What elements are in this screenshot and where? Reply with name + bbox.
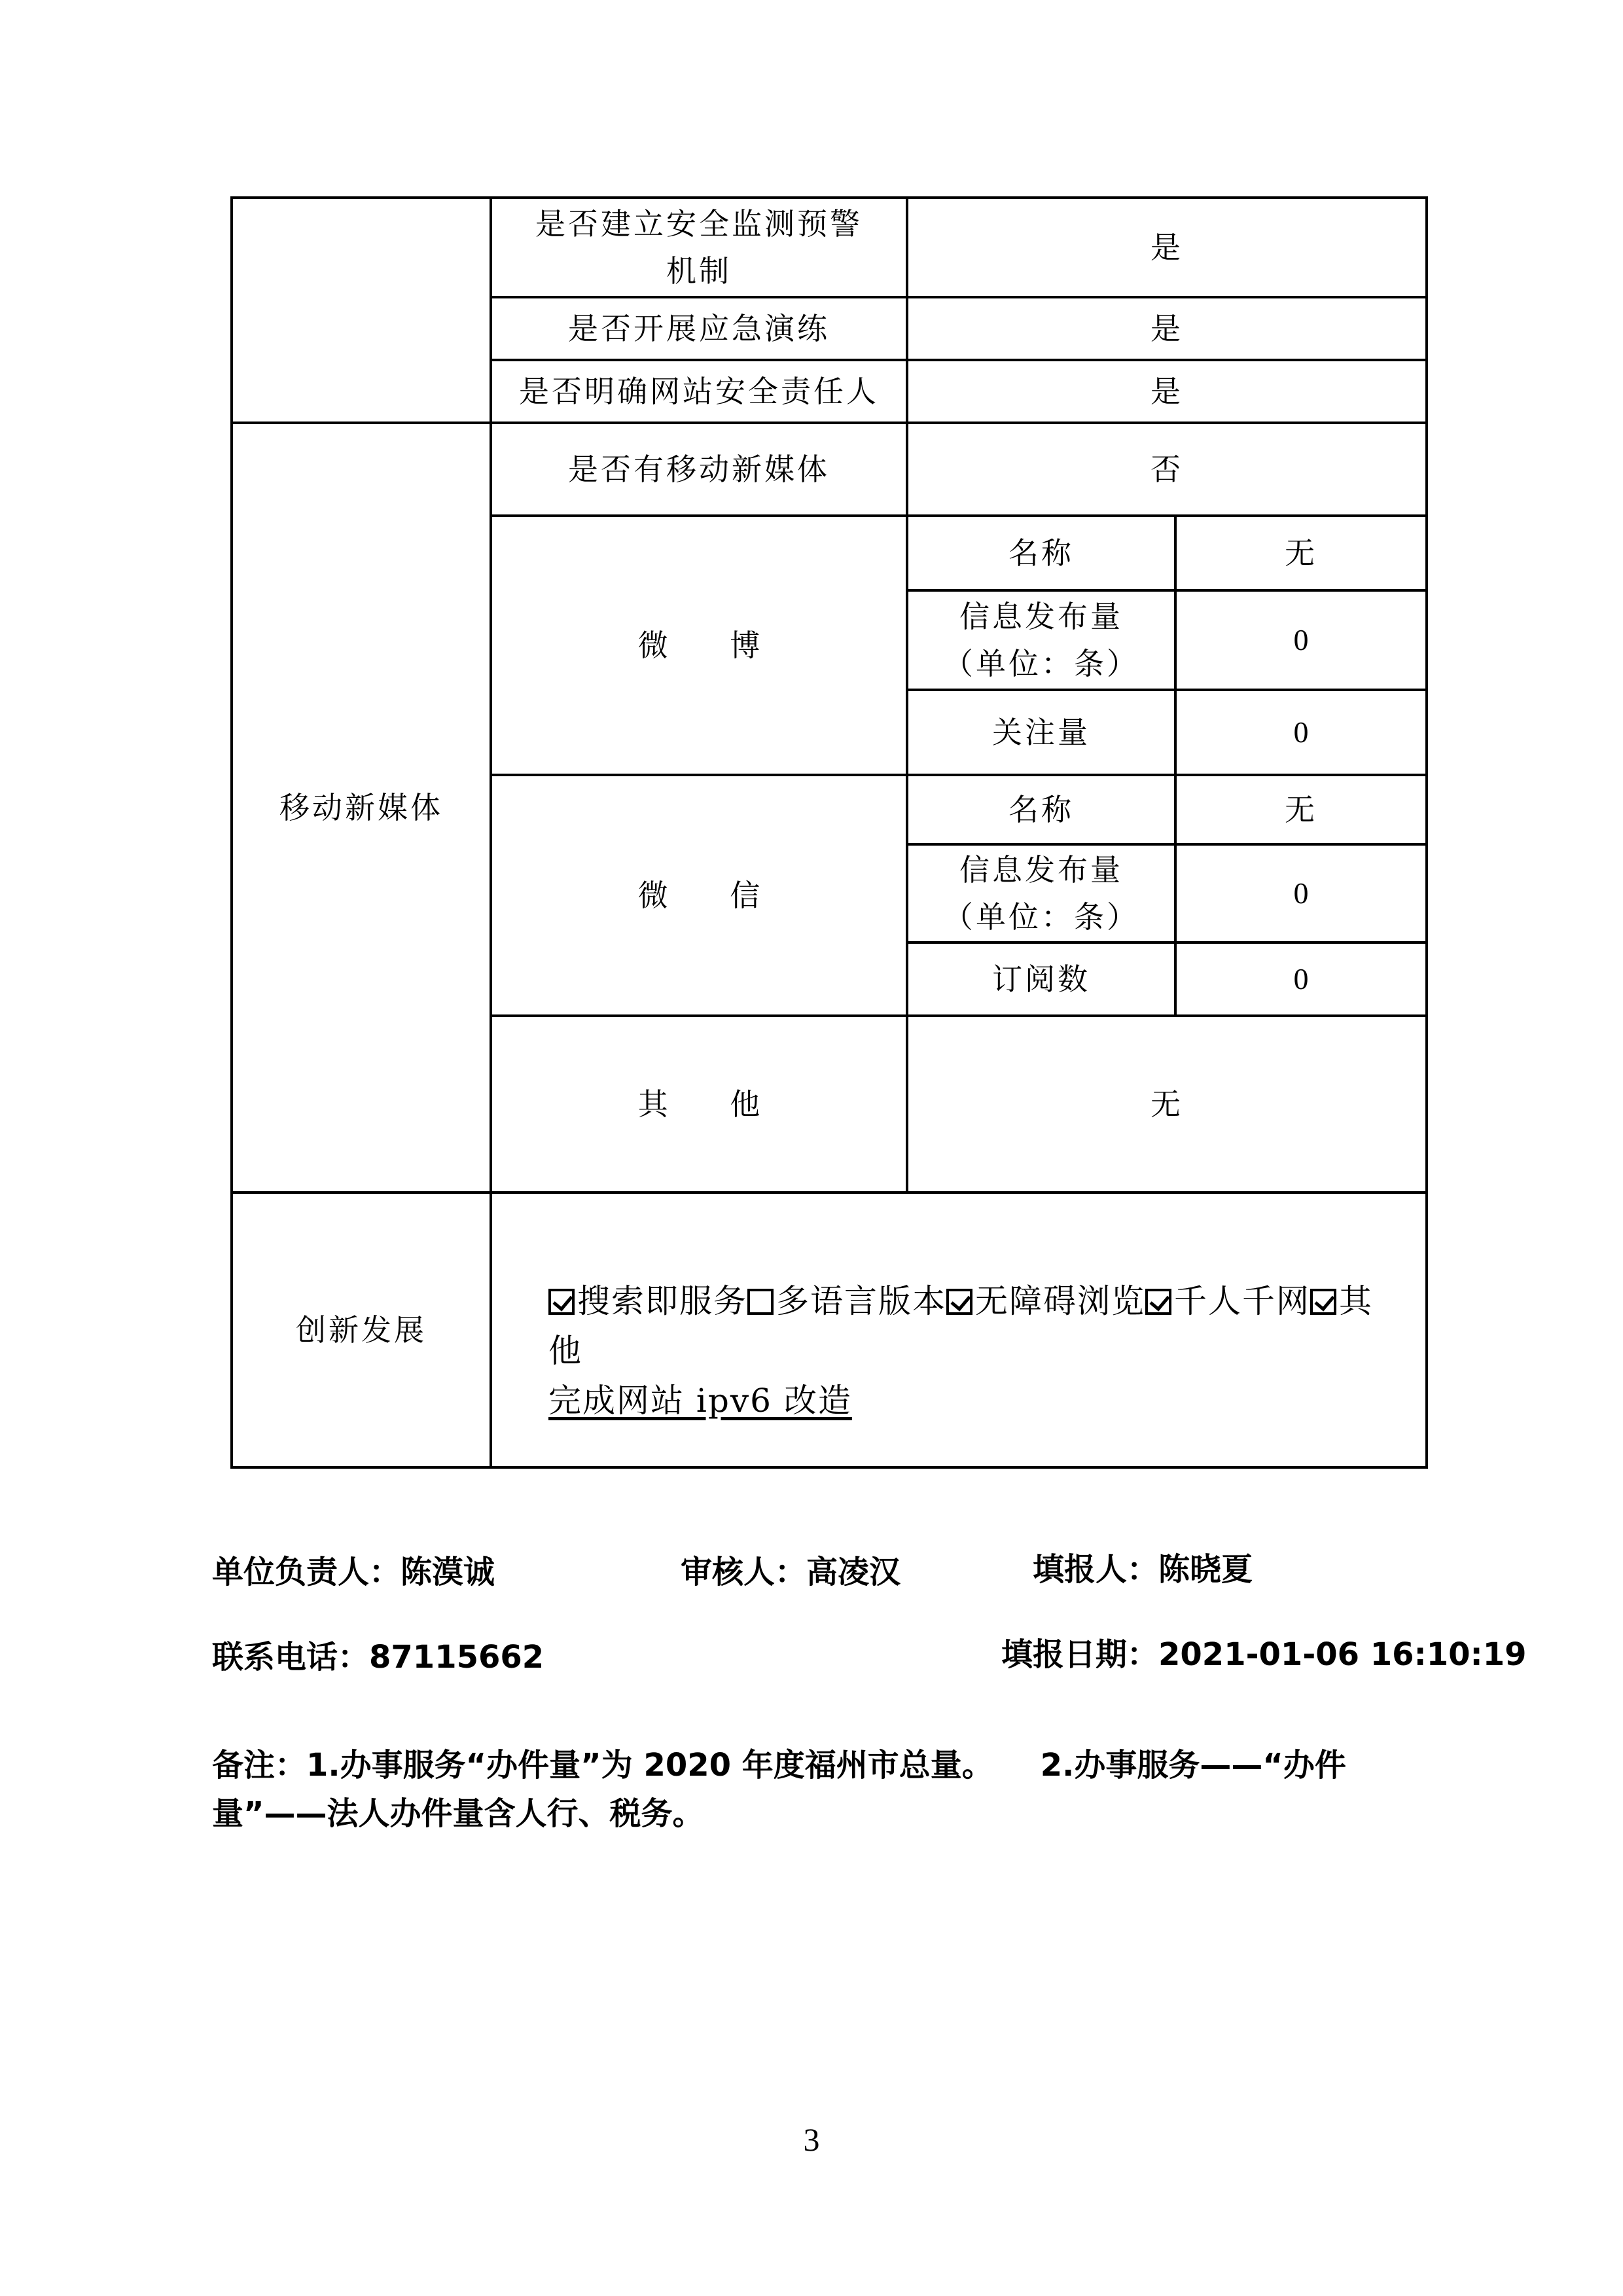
wechat-subscribers-label: 订阅数: [992, 961, 1090, 997]
other-label: 其 他: [637, 1086, 787, 1122]
innovation-section-cell: [230, 1191, 492, 1469]
monitoring-label-cell: [490, 196, 908, 298]
monitoring-label-line1: 是否建立安全监测预警: [535, 206, 863, 242]
weibo-posts-label-line2: （单位：条）: [943, 646, 1139, 681]
innovation-other-text: 完成网站 ipv6 改造: [548, 1382, 852, 1420]
wechat-name-label-cell: [906, 774, 1177, 846]
weibo-followers-value-cell: [1174, 689, 1428, 776]
responsible-label-cell: [490, 359, 908, 424]
weibo-followers-value: 0: [1293, 715, 1309, 749]
unit-head: 单位负责人：陈漠诚: [212, 1554, 495, 1590]
responsible-value: 是: [1150, 374, 1183, 409]
note-line1: 备注：1.办事服务“办件量”为 2020 年度福州市总量。 2.办事服务——“办件: [212, 1747, 1346, 1784]
weibo-followers-label-cell: [906, 689, 1177, 776]
wechat-posts-value-cell: [1174, 843, 1428, 944]
reviewer: 审核人：高凌汉: [681, 1554, 901, 1590]
other-value-cell: [906, 1014, 1428, 1194]
innovation-section-label: 创新发展: [296, 1312, 427, 1348]
page-number: 3: [803, 2121, 820, 2158]
weibo-posts-label-line1: 信息发布量: [959, 599, 1123, 634]
has-mobile-value-cell: [906, 422, 1428, 517]
wechat-name-value: 无: [1285, 792, 1317, 827]
wechat-subscribers-value-cell: [1174, 941, 1428, 1017]
drill-label: 是否开展应急演练: [568, 311, 830, 346]
weibo-name-label-cell: [906, 514, 1177, 592]
weibo-name-value-cell: [1174, 514, 1428, 592]
contact-phone: 联系电话：87115662: [212, 1639, 544, 1676]
note: [212, 1741, 1455, 1838]
option-other[interactable]: 其他: [548, 1282, 1373, 1370]
responsible-value-cell: [906, 359, 1428, 424]
wechat-posts-value: 0: [1293, 876, 1309, 910]
fill-date: 填报日期：2021-01-06 16:10:19: [1001, 1636, 1527, 1673]
wechat-posts-label-line1: 信息发布量: [959, 852, 1123, 888]
other-label-cell: [490, 1014, 908, 1194]
wechat-name-label: 名称: [1008, 792, 1074, 827]
other-value: 无: [1150, 1086, 1183, 1122]
has-mobile-label-cell: [490, 422, 908, 517]
checkbox-checked-icon[interactable]: [1310, 1289, 1336, 1315]
innovation-options: [548, 1276, 1399, 1426]
wechat-label: 微 信: [637, 878, 787, 913]
filler: 填报人：陈晓夏: [1033, 1551, 1253, 1588]
security-section-cell: [230, 196, 492, 424]
has-mobile-label: 是否有移动新媒体: [568, 452, 830, 487]
wechat-posts-label-cell: [906, 843, 1177, 944]
wechat-subscribers-label-cell: [906, 941, 1177, 1017]
checkbox-checked-icon[interactable]: [946, 1289, 972, 1315]
weibo-name-value: 无: [1285, 535, 1317, 571]
note-line2: 量”——法人办件量含人行、税务。: [212, 1795, 704, 1832]
option-personalized[interactable]: 千人千网: [1145, 1282, 1310, 1320]
option-multilingual[interactable]: 多语言版本: [747, 1282, 946, 1320]
wechat-subscribers-value: 0: [1293, 962, 1309, 996]
monitoring-label-line2: 机制: [666, 253, 732, 289]
drill-label-cell: [490, 296, 908, 361]
weibo-posts-value-cell: [1174, 589, 1428, 691]
monitoring-value-cell: [906, 196, 1428, 298]
weibo-label-cell: [490, 514, 908, 776]
weibo-followers-label: 关注量: [992, 715, 1090, 750]
checkbox-empty-icon[interactable]: [747, 1289, 774, 1315]
has-mobile-value: 否: [1150, 452, 1183, 487]
drill-value: 是: [1150, 311, 1183, 346]
weibo-label: 微 博: [637, 628, 787, 663]
drill-value-cell: [906, 296, 1428, 361]
checkbox-checked-icon[interactable]: [548, 1289, 575, 1315]
checkbox-checked-icon[interactable]: [1145, 1289, 1171, 1315]
media-section-label: 移动新媒体: [279, 790, 443, 825]
option-search-service[interactable]: 搜索即服务: [548, 1282, 747, 1320]
weibo-posts-label-cell: [906, 589, 1177, 691]
wechat-posts-label-line2: （单位：条）: [943, 899, 1139, 935]
wechat-name-value-cell: [1174, 774, 1428, 846]
weibo-name-label: 名称: [1008, 535, 1074, 571]
option-accessibility[interactable]: 无障碍浏览: [946, 1282, 1145, 1320]
weibo-posts-value: 0: [1293, 623, 1309, 656]
monitoring-value: 是: [1150, 230, 1183, 265]
wechat-label-cell: [490, 774, 908, 1017]
responsible-label: 是否明确网站安全责任人: [519, 374, 879, 409]
media-section-cell: [230, 422, 492, 1194]
